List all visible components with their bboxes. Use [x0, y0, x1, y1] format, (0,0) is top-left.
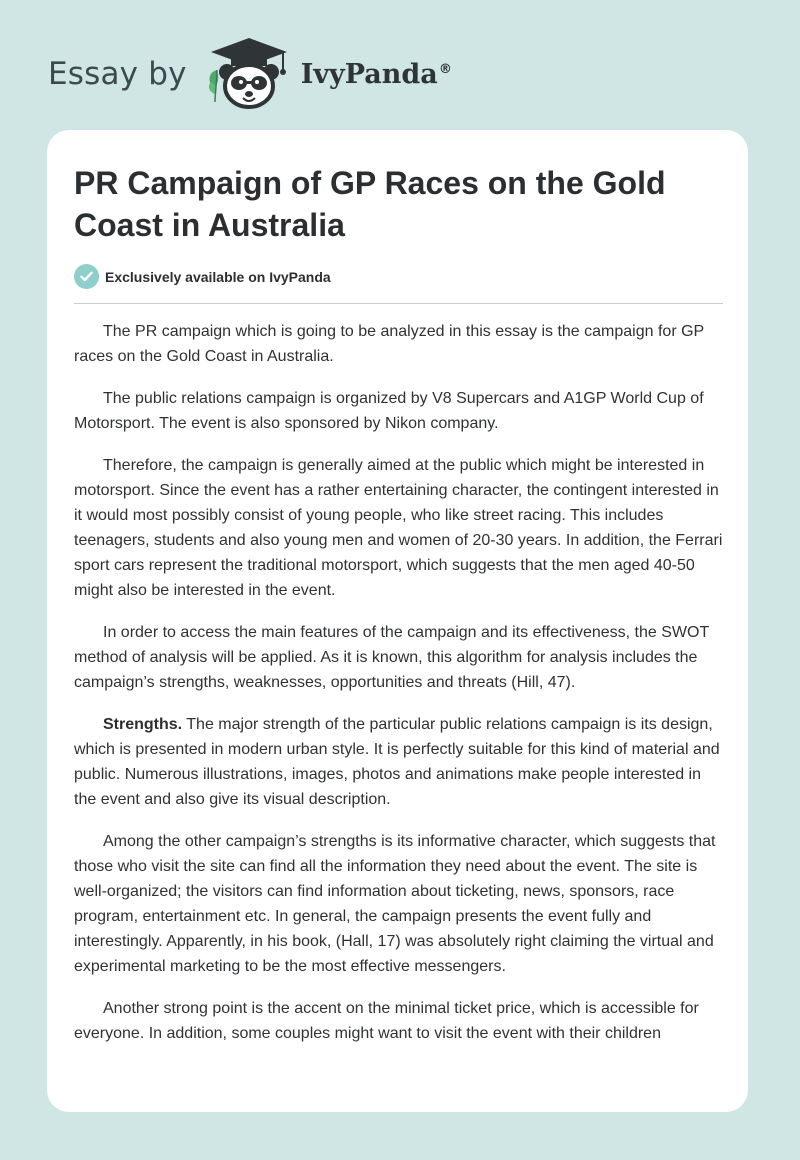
paragraph-text: Among the other campaign’s strengths is its informative character, which suggests that those who visit the site can find all the information they need about the event. The site is well-organized; the visitors can find information about ticketing, news, sponsors, race program, entertainment etc. In general, the campaign presents the event fully and interestingly. Apparently, in his book, (Hall, 17) was absolutely right claiming the virtual and experimental marketing to be the most effective messengers. [74, 833, 716, 975]
paragraph-text: Another strong point is the accent on the minimal ticket price, which is accessible for everyone. In addition, some couples might want to visit the event with their children [74, 1000, 699, 1042]
panda-logo-icon [203, 36, 295, 112]
essay-card [47, 130, 748, 1112]
paragraph-text: The PR campaign which is going to be analyzed in this essay is the campaign for GP races on the Gold Coast in Australia. [74, 323, 704, 365]
paragraph-text: The major strength of the particular public relations campaign is its design, which is presented in modern urban style. It is perfectly suitable for this kind of material and public. Numerous illustrations, images, photos and animations make people interested in the event and also give its visual description. [74, 716, 720, 808]
page-title: PR Campaign of GP Races on the Gold Coast in Australia [74, 165, 666, 243]
paragraph [74, 319, 724, 369]
essay-body [74, 319, 724, 1063]
brand-prefix: Essay by [48, 56, 187, 92]
exclusive-label: Exclusively available on IvyPanda [105, 268, 331, 285]
paragraph-text: Therefore, the campaign is generally aimed at the public which might be interested in motorsport. Since the event has a rather entertaining character, the contingent interested in it would most possibly consist of young people, who like street racing. This includes teenagers, students and also young men and women of 20-30 years. In addition, the Ferrari sport cars represent the traditional motorsport, which suggests that the men aged 40-50 might also be interested in the event. [74, 457, 723, 599]
paragraph [74, 620, 724, 695]
divider [74, 303, 723, 304]
brand-header[interactable] [48, 34, 452, 114]
paragraph [74, 996, 724, 1046]
section-lead: Strengths. [103, 716, 183, 733]
paragraph-text: In order to access the main features of the campaign and its effectiveness, the SWOT method of analysis will be applied. As it is known, this algorithm for analysis includes the campaign’s strengths, weaknesses, opportunities and threats (Hill, 47). [74, 624, 709, 691]
paragraph [74, 712, 724, 812]
paragraph [74, 829, 724, 979]
paragraph [74, 386, 724, 436]
registered-mark: ® [438, 61, 452, 77]
paragraph-text: The public relations campaign is organized by V8 Supercars and A1GP World Cup of Motorsport. The event is also sponsored by Nikon company. [74, 390, 704, 432]
exclusive-badge [74, 264, 331, 289]
paragraph [74, 453, 724, 603]
check-circle-icon [74, 264, 99, 289]
brand-name: IvyPanda® [300, 58, 452, 90]
